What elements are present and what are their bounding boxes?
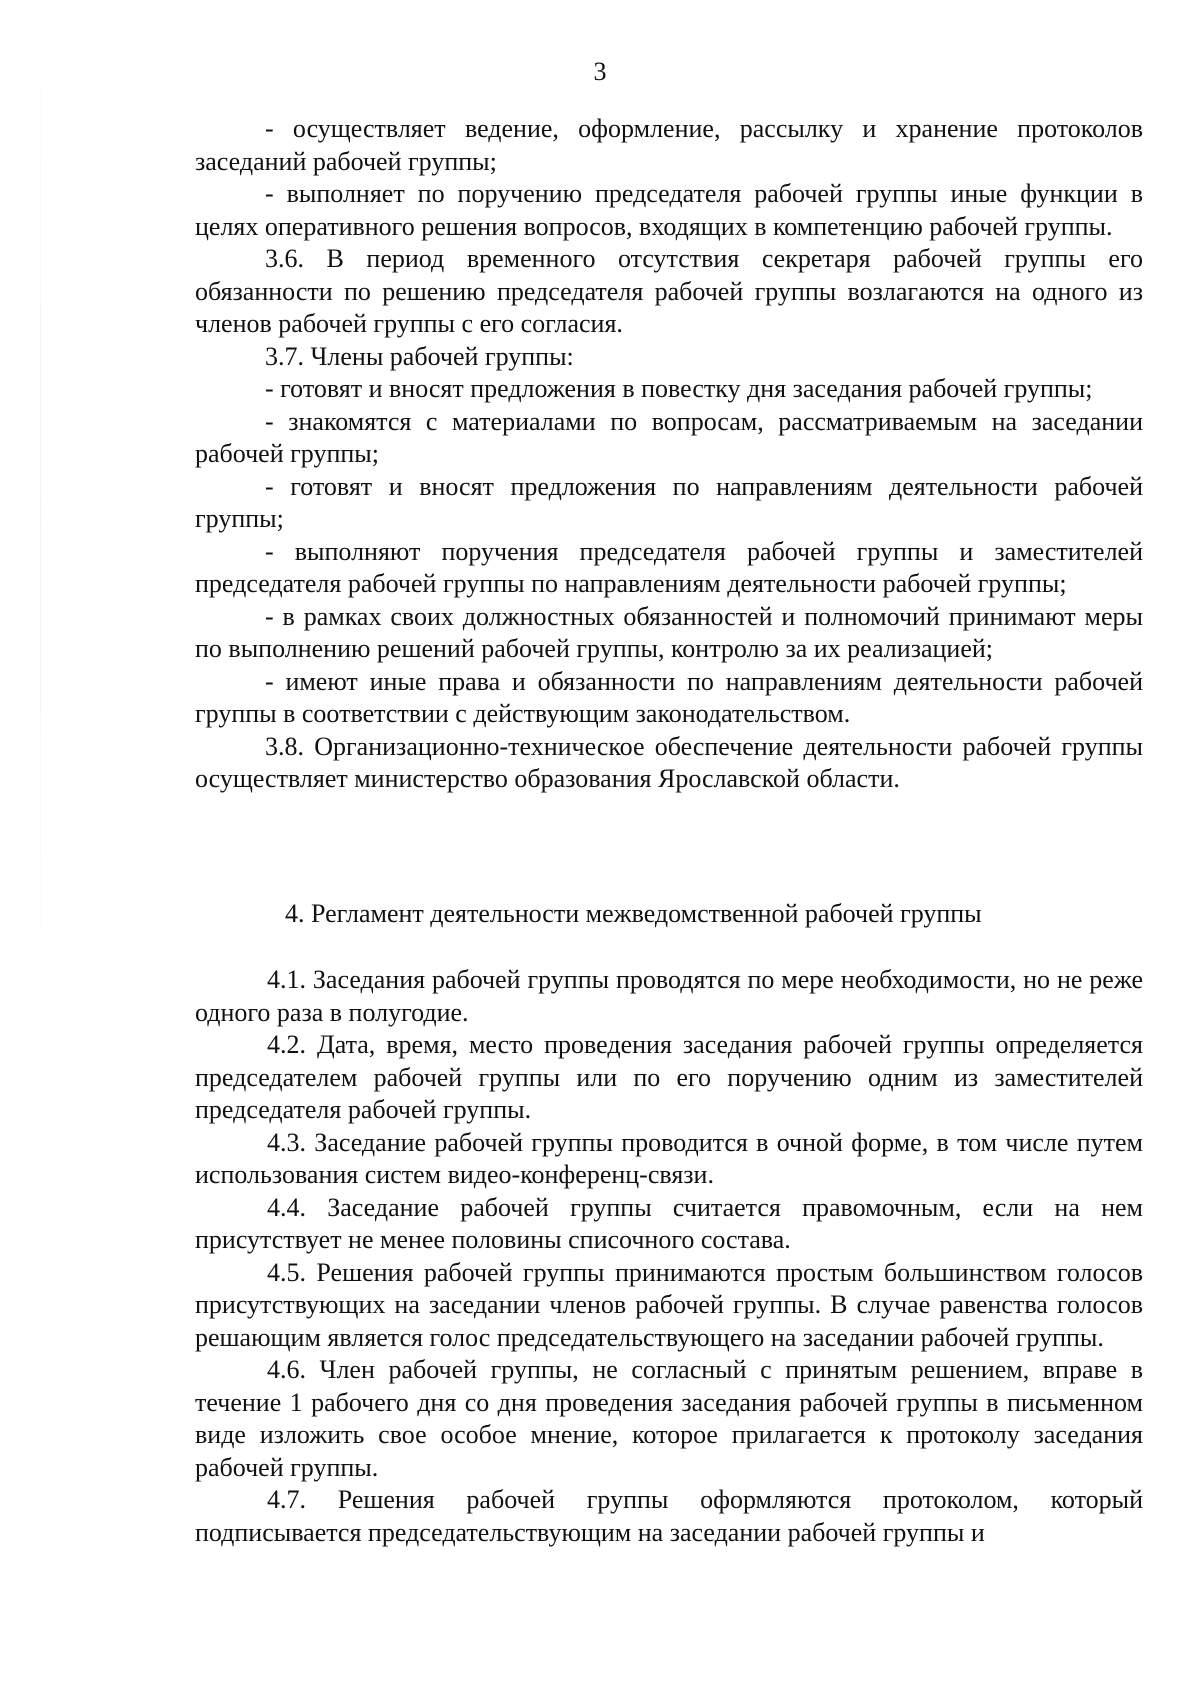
paragraph: 4.2. Дата, время, место проведения заседания рабочей группы определяется председателем рабочей группы или по его поручению одним из заместителей председателя рабочей группы. <box>195 1030 1143 1124</box>
paragraph: - выполняет по поручению председателя рабочей группы иные функции в целях оперативного решения вопросов, входящих в компетенцию рабочей группы. <box>195 179 1143 241</box>
paragraph: 3.7. Члены рабочей группы: <box>265 341 574 371</box>
paragraph: - имеют иные права и обязанности по направлениям деятельности рабочей группы в соответствии с действующим законодательством. <box>195 666 1143 728</box>
paragraph: - готовят и вносят предложения по направлениям деятельности рабочей группы; <box>195 471 1143 533</box>
paragraph: 4.6. Член рабочей группы, не согласный с принятым решением, вправе в течение 1 рабочего дня со дня проведения заседания рабочей группы в письменном виде изложить свое особое мнение, которое прилагается к протоколу заседания рабочей группы. <box>195 1355 1143 1482</box>
paragraph: 4.5. Решения рабочей группы принимаются простым большинством голосов присутствующих на заседании членов рабочей группы. В случае равенства голосов решающим является голос председательствующего на заседании рабочей группы. <box>195 1257 1143 1352</box>
section-4-body <box>195 964 1143 1549</box>
paragraph: 3.8. Организационно-техническое обеспечение деятельности рабочей группы осуществляет министерство образования Ярославской области. <box>195 731 1143 793</box>
page-number: 3 <box>593 57 607 86</box>
paragraph: - в рамках своих должностных обязанностей и полномочий принимают меры по выполнению решений рабочей группы, контролю за их реализацией; <box>195 601 1143 663</box>
paragraph: - выполняют поручения председателя рабочей группы и заместителей председателя рабочей группы по направлениям деятельности рабочей группы; <box>195 536 1143 598</box>
paragraph: 4.3. Заседание рабочей группы проводится в очной форме, в том числе путем использования систем видео-конференц-связи. <box>195 1127 1143 1189</box>
paragraph: - осуществляет ведение, оформление, рассылку и хранение протоколов заседаний рабочей группы; <box>195 114 1143 176</box>
section-heading: 4. Регламент деятельности межведомственной рабочей группы <box>285 899 982 928</box>
paragraph: 3.6. В период временного отсутствия секретаря рабочей группы его обязанности по решению председателя рабочей группы возлагаются на одного из членов рабочей группы с его согласия. <box>195 244 1143 338</box>
paragraph: - знакомятся с материалами по вопросам, рассматриваемым на заседании рабочей группы; <box>195 406 1143 468</box>
section-4-heading-block <box>195 898 1143 931</box>
paragraph: 4.4. Заседание рабочей группы считается правомочным, если на нем присутствует не менее половины списочного состава. <box>195 1192 1143 1254</box>
paragraph: 4.1. Заседания рабочей группы проводятся по мере необходимости, но не реже одного раза в полугодие. <box>195 965 1143 1027</box>
paragraph: - готовят и вносят предложения в повестку дня заседания рабочей группы; <box>265 374 1093 403</box>
scan-edge-mark <box>40 0 41 1697</box>
paragraph: 4.7. Решения рабочей группы оформляются протоколом, который подписывается председательствующим на заседании рабочей группы и <box>195 1485 1143 1547</box>
section-3-continuation <box>195 113 1143 796</box>
